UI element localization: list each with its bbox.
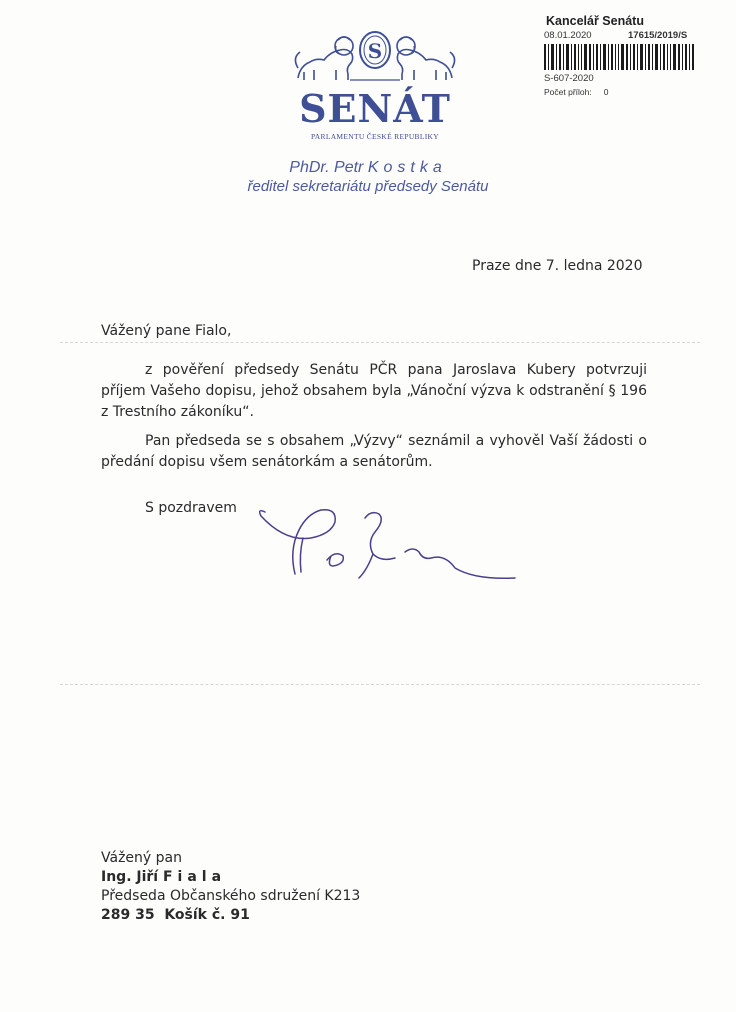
letter-closing: S pozdravem bbox=[145, 500, 237, 516]
letter-paragraph-2: Pan předseda se s obsahem „Výzvy“ seznámil a vyhověl Vaší žádosti o předání dopisu všem senátorkám a senátorům. bbox=[101, 433, 647, 470]
fold-line bbox=[60, 342, 700, 343]
logo-subtitle: PARLAMENTU ČESKÉ REPUBLIKY bbox=[311, 132, 439, 141]
recipient-name-prefix: Ing. Jiří bbox=[101, 869, 163, 885]
sender-name-prefix: PhDr. Petr bbox=[289, 159, 368, 176]
recipient-organisation: Předseda Občanského sdružení K213 bbox=[101, 888, 361, 904]
barcode-image bbox=[544, 44, 694, 70]
lions-emblem-icon bbox=[290, 28, 460, 84]
stamp-office: Kancelář Senátu bbox=[546, 14, 644, 28]
recipient-greeting: Vážený pan bbox=[101, 850, 182, 866]
recipient-address: 289 35 Košík č. 91 bbox=[101, 907, 250, 923]
letter-salutation: Vážený pane Fialo, bbox=[101, 323, 232, 339]
letter-date: Praze dne 7. ledna 2020 bbox=[472, 258, 643, 274]
senate-logo bbox=[290, 28, 460, 148]
stamp-code: S-607-2020 bbox=[544, 73, 594, 84]
stamp-date: 08.01.2020 bbox=[544, 30, 592, 41]
logo-wordmark: SENÁT bbox=[299, 86, 451, 131]
letter-paragraph-1: z pověření předsedy Senátu PČR pana Jaroslava Kubery potvrzuji příjem Vašeho dopisu, jehož obsahem byla „Vánoční výzva k odstranění § 196 z Trestního zákoníku“. bbox=[101, 362, 647, 420]
handwritten-signature bbox=[255, 498, 525, 588]
stamp-reference: 17615/2019/S bbox=[628, 30, 688, 41]
sender-role: ředitel sekretariátu předsedy Senátu bbox=[247, 178, 489, 195]
recipient-name-surname: Fiala bbox=[162, 869, 227, 885]
sender-name bbox=[238, 159, 498, 177]
sender-name-surname: Kostka bbox=[367, 159, 447, 176]
stamp-attachments-value: 0 bbox=[603, 87, 609, 97]
emblem-letter: S bbox=[367, 39, 383, 63]
stamp-attachments-label: Počet příloh: bbox=[544, 87, 592, 97]
fold-line bbox=[60, 684, 700, 685]
recipient-name bbox=[101, 868, 226, 887]
stamp-attachments bbox=[544, 87, 608, 97]
